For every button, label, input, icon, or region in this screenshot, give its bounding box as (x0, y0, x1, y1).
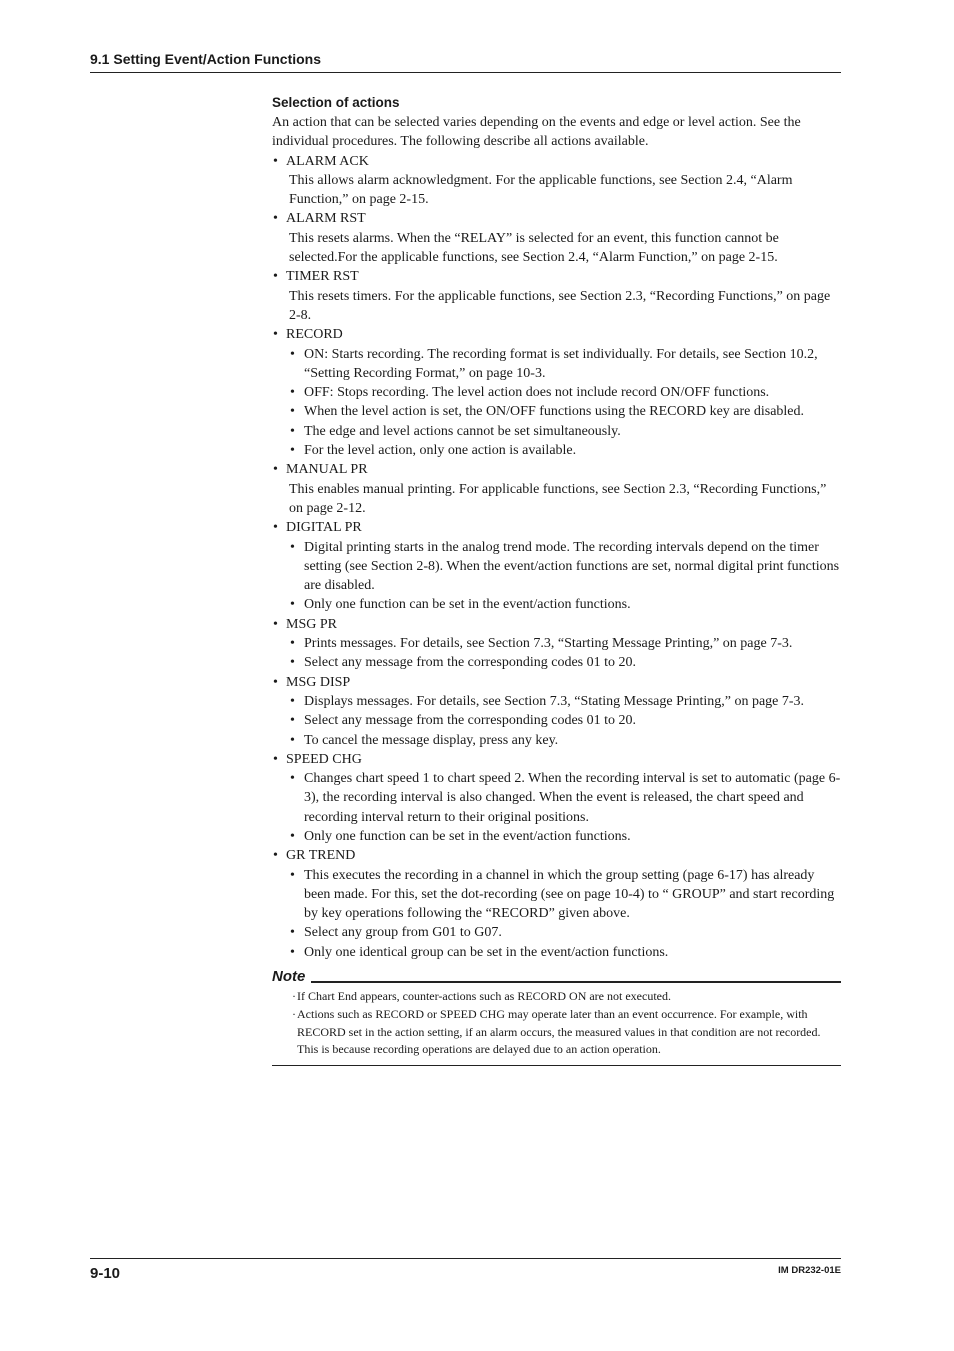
action-item-timer-rst (272, 267, 842, 325)
sub-bullet: • Digital printing starts in the analog trend mode. The recording intervals depend on the timer setting (see Section 2-8). When the event/action functions are set, normal digital print functions are disabled. (272, 538, 842, 596)
sub-bullet: • For the level action, only one action is available. (272, 441, 842, 460)
action-label: • TIMER RST (272, 267, 842, 286)
note-bottom-rule (272, 1065, 841, 1066)
action-description: This resets timers. For the applicable functions, see Section 2.3, “Recording Functions,” on page 2-8. (289, 288, 831, 323)
action-label: • DIGITAL PR (272, 518, 842, 537)
sub-bullet: • OFF: Stops recording. The level action does not include record ON/OFF functions. (272, 383, 842, 402)
sub-bullet: • Select any message from the corresponding codes 01 to 20. (272, 653, 842, 672)
action-item-msg-disp (272, 673, 842, 750)
action-item-msg-pr (272, 615, 842, 673)
action-label: • MANUAL PR (272, 460, 842, 479)
sub-bullet: • When the level action is set, the ON/OFF functions using the RECORD key are disabled. (272, 402, 842, 421)
action-item-alarm-ack (272, 152, 842, 210)
action-item-manual-pr (272, 460, 842, 518)
note-title: Note (272, 968, 306, 985)
main-content (272, 93, 842, 962)
action-item-speed-chg (272, 750, 842, 846)
note-item: · Actions such as RECORD or SPEED CHG may operate later than an event occurrence. For example, with RECORD set in the action setting, if an alarm occurs, the measured values in that condition are not recorded. This is because recording operations are delayed due to an action operation. (272, 1006, 841, 1059)
intro-paragraph: An action that can be selected varies depending on the events and edge or level action. See the individual procedures. The following describe all actions available. (272, 115, 801, 150)
action-item-record (272, 325, 842, 460)
action-description: This allows alarm acknowledgment. For the applicable functions, see Section 2.4, “Alarm Function,” on page 2-15. (289, 172, 793, 208)
action-label: • MSG DISP (272, 673, 842, 692)
action-label: • ALARM RST (272, 209, 842, 228)
note-rule (311, 981, 841, 983)
sub-bullet: • Select any group from G01 to G07. (272, 923, 842, 942)
action-label: • SPEED CHG (272, 750, 842, 769)
action-label: • RECORD (272, 325, 842, 344)
sub-bullet: • The edge and level actions cannot be set simultaneously. (272, 422, 842, 441)
document-id: IM DR232-01E (778, 1265, 841, 1276)
sub-bullet: • Only one identical group can be set in the event/action functions. (272, 943, 842, 962)
section-heading: Selection of actions (272, 95, 400, 110)
sub-bullet: • To cancel the message display, press any key. (272, 731, 842, 750)
sub-bullet: • Only one function can be set in the event/action functions. (272, 595, 842, 614)
note-header (272, 966, 841, 986)
action-description: This enables manual printing. For applicable functions, see Section 2.3, “Recording Functions,” on page 2-12. (289, 481, 827, 516)
sub-bullet: • Only one function can be set in the event/action functions. (272, 827, 842, 846)
action-label: • ALARM ACK (272, 152, 842, 171)
page-number: 9-10 (90, 1265, 121, 1282)
sub-bullet: • Changes chart speed 1 to chart speed 2. When the recording interval is set to automatic (page 6-3), the recording interval is also changed. When the event is released, the chart speed and recording interval return to their original positions. (272, 769, 842, 827)
sub-bullet: • Displays messages. For details, see Section 7.3, “Stating Message Printing,” on page 7-3. (272, 692, 842, 711)
header-divider (90, 72, 841, 73)
sub-bullet: • ON: Starts recording. The recording format is set individually. For details, see Section 10.2, “Setting Recording Format,” on page 10-3. (272, 345, 842, 384)
action-label: • GR TREND (272, 846, 842, 865)
action-item-digital-pr (272, 518, 842, 614)
action-item-gr-trend (272, 846, 842, 962)
action-item-alarm-rst (272, 209, 842, 267)
sub-bullet: • Prints messages. For details, see Section 7.3, “Starting Message Printing,” on page 7-3. (272, 634, 842, 653)
action-description: This resets alarms. When the “RELAY” is selected for an event, this function cannot be selected.For the applicable functions, see Section 2.4, “Alarm Function,” on page 2-15. (289, 230, 779, 266)
note-body (272, 988, 841, 1065)
sub-bullet: • Select any message from the corresponding codes 01 to 20. (272, 711, 842, 730)
footer-divider (90, 1258, 841, 1259)
section-header-title: 9.1 Setting Event/Action Functions (90, 51, 322, 67)
note-box (272, 966, 841, 1066)
note-item: · If Chart End appears, counter-actions such as RECORD ON are not executed. (272, 988, 841, 1006)
action-label: • MSG PR (272, 615, 842, 634)
sub-bullet: • This executes the recording in a channel in which the group setting (page 6-17) has already been made. For this, set the dot-recording (see on page 10-4) to “ GROUP” and start recording by key operations following the “RECORD” given above. (272, 866, 842, 924)
